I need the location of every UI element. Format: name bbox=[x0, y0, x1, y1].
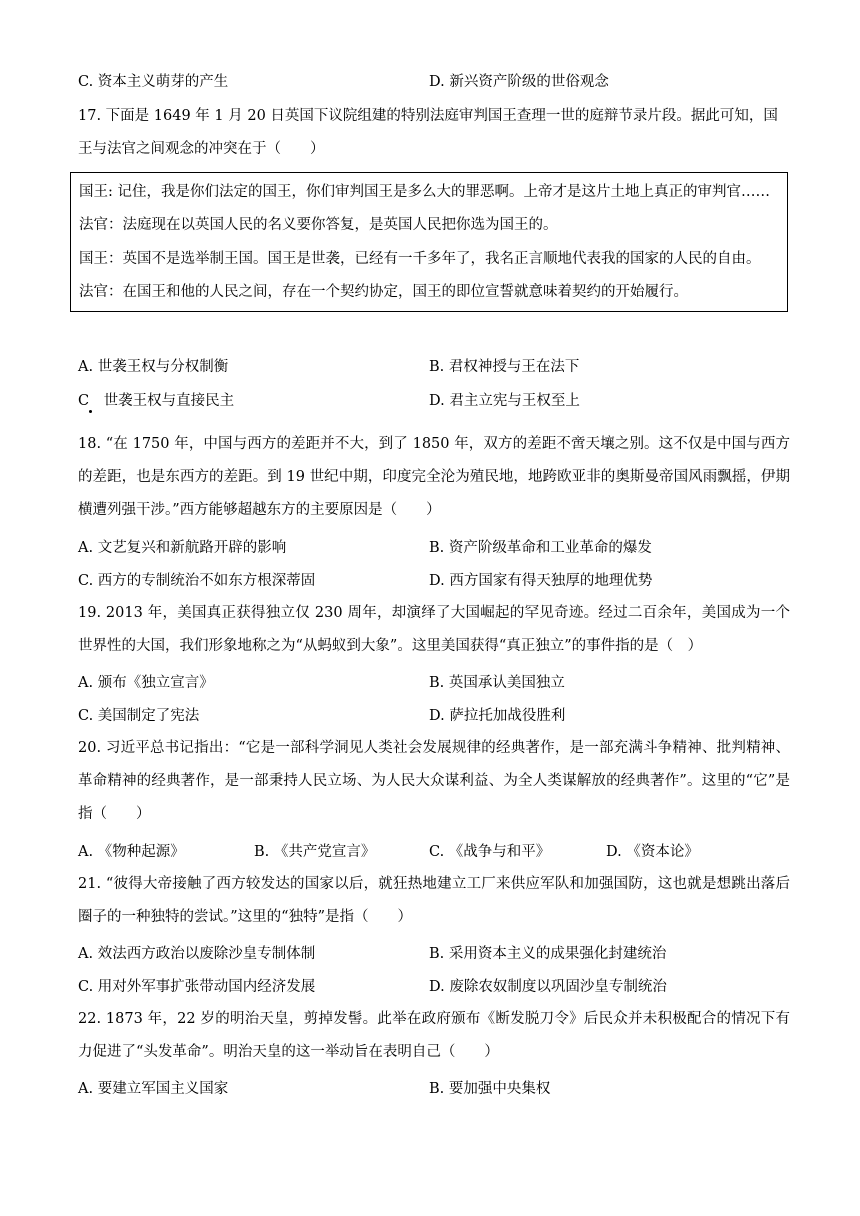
q20-options-row bbox=[78, 842, 790, 862]
q22-option-a: A. 要建立军国主义国家 bbox=[78, 1081, 229, 1097]
quote-line-judge-1: 法官：法庭现在以英国人民的名义要你答复，是英国人民把你选为国王的。 bbox=[79, 217, 558, 233]
q19-options-row-cd bbox=[78, 706, 790, 726]
q20-option-d: D. 《资本论》 bbox=[606, 844, 699, 860]
q17-options-row-ab bbox=[78, 357, 790, 377]
q16-options-row-cd bbox=[78, 72, 790, 92]
stray-dot-mark bbox=[89, 410, 92, 413]
q16-option-d: D. 新兴资产阶级的世俗观念 bbox=[429, 74, 609, 90]
quote-line-king-2: 国王：英国不是选举制王国。国王是世袭，已经有一千多年了，我名正言顺地代表我的国家的人民的自由。 bbox=[79, 251, 761, 267]
q18-option-b: B. 资产阶级革命和工业革命的爆发 bbox=[429, 540, 652, 556]
q21-option-a: A. 效法西方政治以废除沙皇专制体制 bbox=[78, 946, 316, 962]
q19-option-b: B. 英国承认美国独立 bbox=[429, 675, 565, 691]
q19-option-c: C. 美国制定了宪法 bbox=[78, 708, 200, 724]
q19-options-row-ab bbox=[78, 673, 790, 693]
q22-stem: 22. 1873 年，22 岁的明治天皇，剪掉发髻。此举在政府颁布《断发脱刀令》后民众并未积极配合的情况下有力促进了“头发革命”。明治天皇的这一举动旨在表明自己（ ） bbox=[78, 1011, 790, 1061]
q17-stem-line2: 王与法官之间观念的冲突在于（ ） bbox=[78, 141, 325, 157]
q20-stem: 20. 习近平总书记指出：“它是一部科学洞见人类社会发展规律的经典著作，是一部充满斗争精神、批判精神、革命精神的经典著作，是一部秉持人民立场、为人民大众谋利益、为全人类谋解放的经典著作”。这里的“它”是指（ ） bbox=[78, 740, 790, 823]
q19-option-a: A. 颁布《独立宣言》 bbox=[78, 675, 214, 691]
q16-option-c: C. 资本主义萌芽的产生 bbox=[78, 74, 229, 90]
q18-stem: 18. “在 1750 年，中国与西方的差距并不大，到了 1850 年，双方的差距不啻天壤之别。这不仅是中国与西方的差距，也是东西方的差距。到 19 世纪中期，印度完全沦为殖民地，地跨欧亚非的奥斯曼帝国风雨飘摇，伊期横遭列强干涉。”西方能够超越东方的主要原因是（ ） bbox=[78, 436, 790, 519]
quote-line-judge-2: 法官：在国王和他的人民之间，存在一个契约协定，国王的即位宣誓就意味着契约的开始履行。 bbox=[79, 284, 688, 300]
q21-option-b: B. 采用资本主义的成果强化封建统治 bbox=[429, 946, 667, 962]
q17-option-c: C 世袭王权与直接民主 bbox=[78, 393, 235, 409]
q17-stem-line1: 17. 下面是 1649 年 1 月 20 日英国下议院组建的特别法庭审判国王查理一世的庭辩节录片段。据此可知，国 bbox=[78, 108, 778, 124]
q18-option-a: A. 文艺复兴和新航路开辟的影响 bbox=[78, 540, 287, 556]
q17-quote-box bbox=[70, 172, 788, 312]
q20-option-c: C. 《战争与和平》 bbox=[429, 844, 551, 860]
q18-option-d: D. 西方国家有得天独厚的地理优势 bbox=[429, 573, 653, 589]
q21-options-row-cd bbox=[78, 977, 790, 997]
quote-line-king-1: 国王: 记住，我是你们法定的国王，你们审判国王是多么大的罪恶啊。上帝才是这片土地上真正的审判官…… bbox=[79, 184, 770, 200]
q21-stem: 21. “彼得大帝接触了西方较发达的国家以后，就狂热地建立工厂来供应军队和加强国防，这也就是想跳出落后圈子的一种独特的尝试。”这里的“独特”是指（ ） bbox=[78, 876, 790, 926]
q22-option-b: B. 要加强中央集权 bbox=[429, 1081, 551, 1097]
q17-options-row-cd bbox=[78, 391, 790, 411]
q18-options-row-ab bbox=[78, 538, 790, 558]
q21-option-d: D. 废除农奴制度以巩固沙皇专制统治 bbox=[429, 979, 667, 995]
q17-option-d: D. 君主立宪与王权至上 bbox=[429, 393, 580, 409]
q20-option-b: B. 《共产党宣言》 bbox=[254, 844, 376, 860]
q22-options-row-ab bbox=[78, 1079, 790, 1099]
q20-option-a: A. 《物种起源》 bbox=[78, 844, 185, 860]
q17-option-a: A. 世袭王权与分权制衡 bbox=[78, 359, 229, 375]
q21-options-row-ab bbox=[78, 944, 790, 964]
q17-option-b: B. 君权神授与王在法下 bbox=[429, 359, 580, 375]
q18-option-c: C. 西方的专制统治不如东方根深蒂固 bbox=[78, 573, 316, 589]
q19-option-d: D. 萨拉托加战役胜利 bbox=[429, 708, 566, 724]
q21-option-c: C. 用对外军事扩张带动国内经济发展 bbox=[78, 979, 316, 995]
q19-stem: 19. 2013 年，美国真正获得独立仅 230 周年，却演绎了大国崛起的罕见奇迹。经过二百余年，美国成为一个世界性的大国，我们形象地称之为“从蚂蚁到大象”。这里美国获得“真正独立”的事件指的是（ ） bbox=[78, 605, 790, 655]
q18-options-row-cd bbox=[78, 571, 790, 591]
